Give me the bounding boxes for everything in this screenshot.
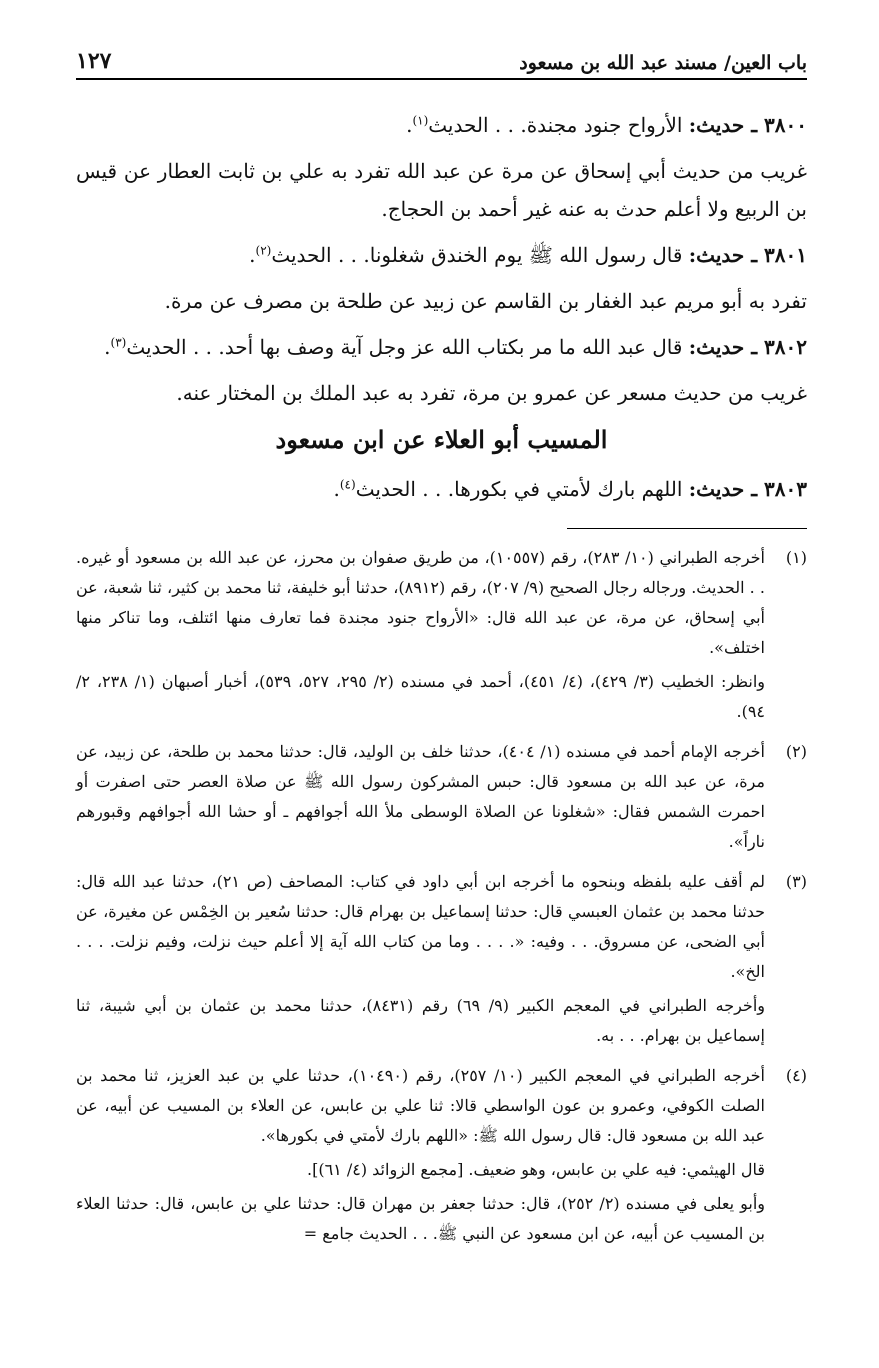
note-3802: غريب من حديث مسعر عن عمرو بن مرة، تفرد به عبد الملك بن المختار عنه.	[176, 381, 807, 405]
footnote-paragraph: أخرجه الإمام أحمد في مسنده (١/ ٤٠٤)، حدثنا خلف بن الوليد، قال: حدثنا محمد بن طلحة، عن زبيد، عن مرة، عن عبد الله بن مسعود قال: حبس المشركون رسول الله ﷺ عن صلاة العصر حتى اصفرت أو احمرت الشمس فقال: «شغلونا عن الصلاة الوسطى ملأ الله أجوافهم ـ أو حشا الله أجوافهم وقبورهم ناراً».	[76, 742, 766, 851]
footnote-ref: (١)	[412, 113, 429, 128]
running-title: باب العين/ مسند عبد الله بن مسعود	[519, 52, 807, 74]
note-3801: تفرد به أبو مريم عبد الغفار بن القاسم عن زبيد عن طلحة بن مصرف عن مرة.	[164, 289, 807, 313]
footnote-number: (٤)	[785, 1066, 807, 1085]
footnote-ref: (٣)	[110, 335, 127, 350]
footnote-number: (١)	[785, 548, 807, 567]
footnote-separator	[567, 528, 807, 529]
hadith-3801: ٣٨٠١ ـ حديث: قال رسول الله ﷺ يوم الخندق شغلونا. . . الحديث$^{(٢)}$.	[249, 243, 807, 267]
footnote-number: (٢)	[785, 742, 807, 761]
footnote-paragraph: لم أقف عليه بلفظه وبنحوه ما أخرجه ابن أبي داود في كتاب: المصاحف (ص ٢١)، حدثنا عبد الله قال: حدثنا محمد بن عثمان العبسي قال: حدثنا إسماعيل بن بهرام قال: حدثنا سُعير بن الخِمْس عن مغيرة، عن أبي الضحى، عن مسروق. . . وفيه: «. . . . وما من كتاب الله آية إلا أعلم حيث نزلت، وفيم نزلت. . . . الخ».	[76, 872, 766, 981]
footnote-paragraph: أخرجه الطبراني (١٠/ ٢٨٣)، رقم (١٠٥٥٧)، من طريق صفوان بن محرز، عن عبد الله بن مسعود أو غيره. . . الحديث. ورجاله رجال الصحيح (٩/ ٢٠٧)، رقم (٨٩١٢)، حدثنا أبو خليفة، ثنا محمد بن كثير، ثنا شعبة، عن أبي إسحاق، عن مرة، عن عبد الله قال: «الأرواح جنود مجندة فما تعارف منها ائتلف، وما تناكر منها اختلف».	[76, 548, 766, 657]
footnote-paragraph: وأخرجه الطبراني في المعجم الكبير (٩/ ٦٩) رقم (٨٤٣١)، حدثنا محمد بن عثمان بن أبي شيبة، ثنا إسماعيل بن بهرام. . . به.	[76, 996, 765, 1045]
page-number: ١٢٧	[76, 48, 112, 74]
footnote-4	[76, 1061, 807, 1253]
main-text	[76, 106, 807, 508]
hadith-3802: ٣٨٠٢ ـ حديث: قال عبد الله ما مر بكتاب الله عز وجل آية وصف بها أحد. . . الحديث$^{(٣)}$.	[104, 335, 807, 359]
hadith-3803: ٣٨٠٣ ـ حديث: اللهم بارك لأمتي في بكورها. . . الحديث$^{(٤)}$.	[333, 477, 807, 501]
section-heading: المسيب أبو العلاء عن ابن مسعود	[275, 425, 608, 454]
footnote-number: (٣)	[785, 872, 807, 891]
page-header	[76, 40, 807, 80]
footnote-paragraph: وانظر: الخطيب (٣/ ٤٢٩)، (٤/ ٤٥١)، أحمد في مسنده (٢/ ٢٩٥، ٥٢٧، ٥٣٩)، أخبار أصبهان (١/ ٢٣٨، ٢/ ٩٤).	[76, 672, 766, 721]
footnote-ref: (٢)	[255, 243, 272, 258]
footnote-paragraph: قال الهيثمي: فيه علي بن عابس، وهو ضعيف. [مجمع الزوائد (٤/ ٦١)].	[306, 1160, 765, 1179]
note-3800: غريب من حديث أبي إسحاق عن مرة عن عبد الله تفرد به علي بن ثابت العطار عن قيس بن الربيع ولا أعلم حدث به عنه غير أحمد بن الحجاج.	[76, 159, 807, 221]
footnote-2	[76, 737, 807, 861]
footnote-paragraph: وأبو يعلى في مسنده (٢/ ٢٥٢)، قال: حدثنا جعفر بن مهران قال: حدثنا علي بن عابس، قال: حدثنا العلاء بن المسيب عن أبيه، عن ابن مسعود عن النبي ﷺ. . . الحديث جامع =	[76, 1194, 766, 1243]
footnotes	[76, 543, 807, 1253]
footnote-1	[76, 543, 807, 731]
footnote-paragraph: أخرجه الطبراني في المعجم الكبير (١٠/ ٢٥٧)، رقم (١٠٤٩٠)، حدثنا علي بن عبد العزيز، ثنا محمد بن الصلت الكوفي، وعمرو بن عون الواسطي قالا: ثنا علي بن عابس، عن العلاء بن المسيب عن أبيه، عن عبد الله بن مسعود قال: قال رسول الله ﷺ: «اللهم بارك لأمتي في بكورها».	[76, 1066, 766, 1145]
footnote-3	[76, 867, 807, 1055]
footnote-ref: (٤)	[339, 477, 356, 492]
hadith-3800: ٣٨٠٠ ـ حديث: الأرواح جنود مجندة. . . الحديث$^{(١)}$.	[406, 113, 807, 137]
